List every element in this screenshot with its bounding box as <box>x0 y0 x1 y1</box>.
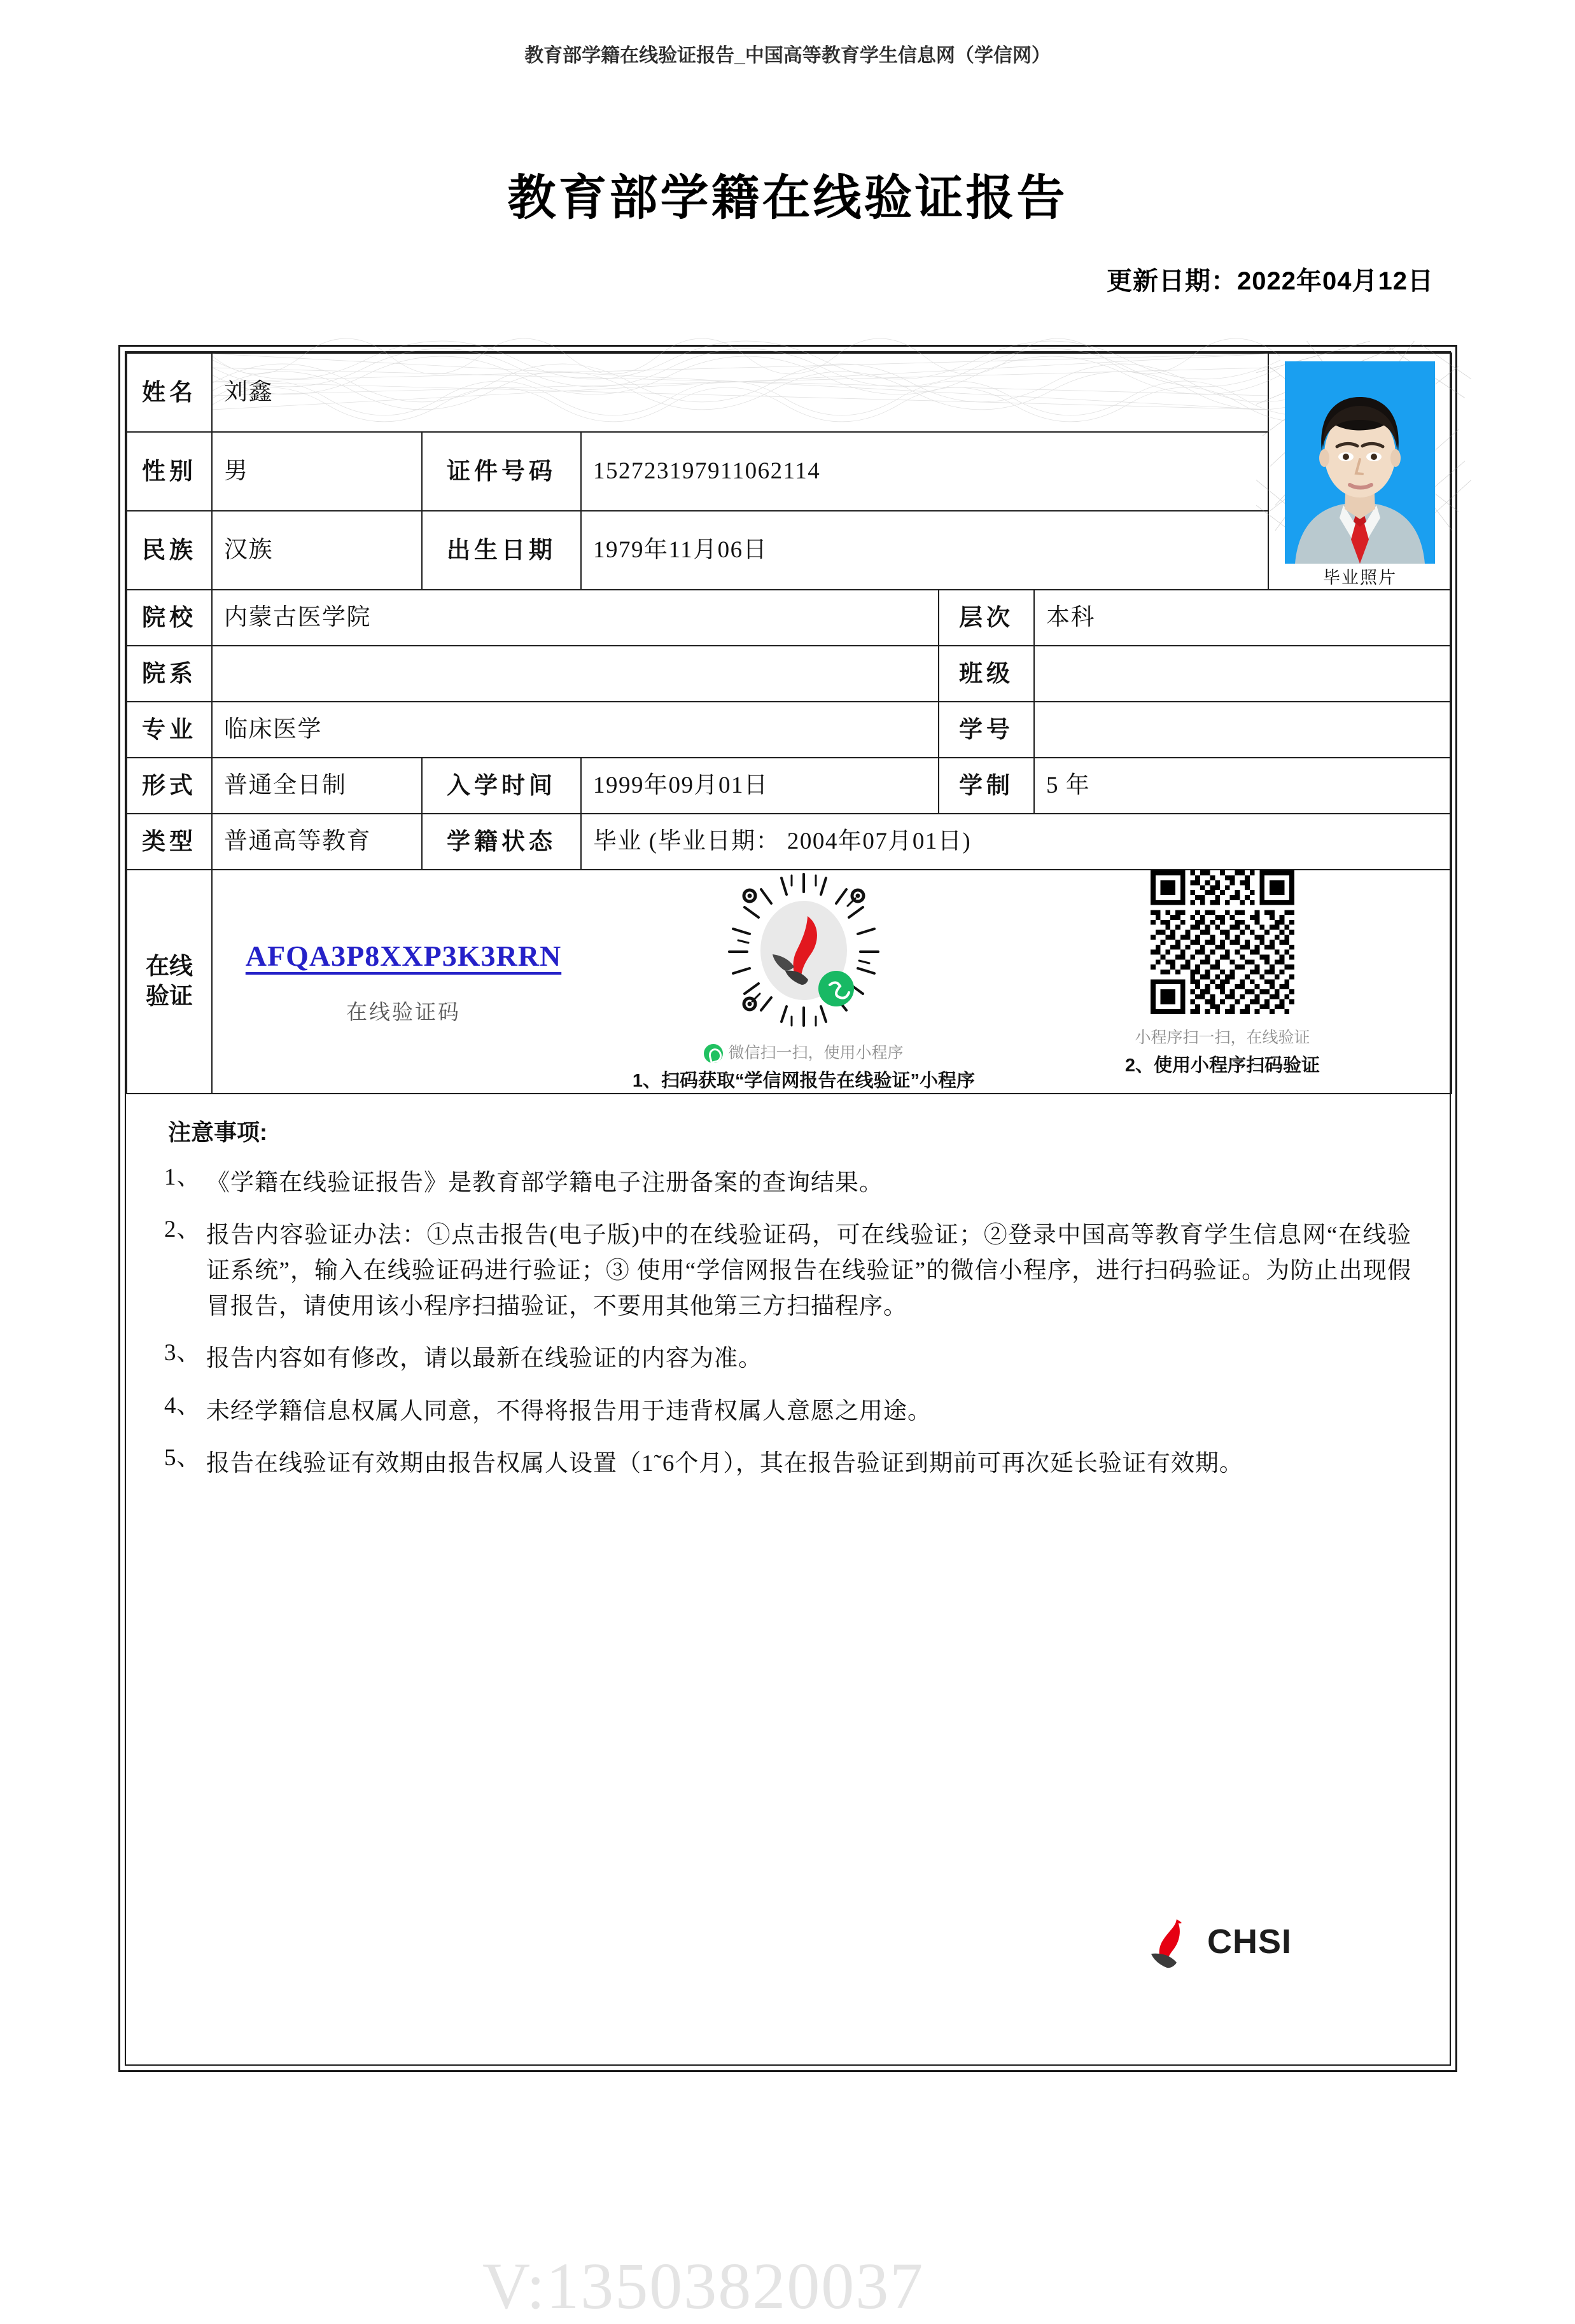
value-study-form: 普通全日制 <box>212 758 422 814</box>
note-text: 未经学籍信息权属人同意，不得将报告用于违背权属人意愿之用途。 <box>206 1398 932 1424</box>
verification-code-block <box>213 938 594 1025</box>
label-department: 院系 <box>127 646 212 702</box>
qr-right-subtitle: 小程序扫一扫，在线验证 <box>1135 1029 1310 1047</box>
qr-left-subtitle-wrap <box>606 1043 1001 1063</box>
table-row-gender-id <box>127 432 1452 511</box>
note-item <box>164 1218 1411 1325</box>
table-row-form-enroll <box>127 758 1452 814</box>
label-level: 层次 <box>939 590 1034 646</box>
qr-col-wechat <box>606 870 1001 1093</box>
notes-title: 注意事项: <box>168 1118 267 1145</box>
label-enrollment-status: 学籍状态 <box>422 814 581 870</box>
update-date-value: 2022年04月12日 <box>1237 267 1434 295</box>
value-education-type: 普通高等教育 <box>212 814 422 870</box>
verification-code-link[interactable]: AFQA3P8XXP3K3RRN <box>245 940 562 973</box>
chsi-bird-icon <box>1144 1914 1198 1969</box>
label-id-number: 证件号码 <box>422 432 581 511</box>
value-level: 本科 <box>1034 590 1452 646</box>
browser-print-header: 教育部学籍在线验证报告_中国高等教育学生信息网（学信网） <box>524 45 1051 66</box>
student-photo <box>1285 361 1435 564</box>
label-birth-date: 出生日期 <box>422 511 581 590</box>
note-number: 2、 <box>164 1216 201 1242</box>
label-study-form: 形式 <box>127 758 212 814</box>
value-enrollment-date: 1999年09月01日 <box>581 758 939 814</box>
value-school: 内蒙古医学院 <box>212 590 939 646</box>
label-major: 专业 <box>127 702 212 758</box>
table-row-major-studentno <box>127 702 1452 758</box>
label-education-type: 类型 <box>127 814 212 870</box>
value-duration: 5 年 <box>1034 758 1452 814</box>
label-name: 姓名 <box>127 353 212 432</box>
note-number: 5、 <box>164 1444 201 1471</box>
verification-code-caption: 在线验证码 <box>346 999 461 1024</box>
value-name <box>212 353 1268 432</box>
label-online-verification: 在线验证 <box>127 870 212 1094</box>
security-pattern-icon <box>213 354 1268 410</box>
label-enrollment-date: 入学时间 <box>422 758 581 814</box>
table-row-ethnic-birth <box>127 511 1452 590</box>
value-birth-date: 1979年11月06日 <box>581 511 1268 590</box>
qr-left-subtitle: 微信扫一扫，使用小程序 <box>728 1044 904 1062</box>
value-ethnicity: 汉族 <box>212 511 422 590</box>
note-item <box>164 1446 1411 1482</box>
table-row-dept-class <box>127 646 1452 702</box>
student-info-table <box>126 352 1452 1094</box>
value-class <box>1034 646 1452 702</box>
value-major: 临床医学 <box>212 702 939 758</box>
verification-content-cell <box>212 870 1452 1094</box>
student-name: 刘鑫 <box>224 379 273 405</box>
qr-left-caption: 1、扫码获取“学信网报告在线验证”小程序 <box>632 1071 976 1092</box>
label-gender: 性别 <box>127 432 212 511</box>
chsi-logo <box>1144 1914 1292 1969</box>
phone-watermark: V:13503820037 <box>482 2250 925 2323</box>
update-date <box>1107 261 1434 297</box>
page-title: 教育部学籍在线验证报告 <box>507 171 1068 225</box>
photo-wrap <box>1269 354 1451 589</box>
report-frame-outer <box>118 345 1457 2323</box>
label-school: 院校 <box>127 590 212 646</box>
portrait-illustration-icon <box>1285 361 1435 564</box>
label-student-number: 学号 <box>939 702 1034 758</box>
label-duration: 学制 <box>939 758 1034 814</box>
table-row-school-level <box>127 590 1452 646</box>
value-id-number: 152723197911062114 <box>581 432 1268 511</box>
value-department <box>212 646 939 702</box>
notes-section <box>126 1094 1450 1482</box>
wechat-scan-icon <box>704 1044 723 1063</box>
note-item <box>164 1165 1411 1201</box>
table-row-online-verification <box>127 870 1452 1094</box>
verification-qr-icon[interactable] <box>1151 870 1294 1014</box>
report-frame-inner <box>125 351 1451 2323</box>
update-date-label: 更新日期： <box>1107 267 1238 295</box>
label-ethnicity: 民族 <box>127 511 212 590</box>
verification-body <box>213 870 1451 1093</box>
note-number: 1、 <box>164 1164 201 1190</box>
value-enrollment-status: 毕业 (毕业日期： 2004年07月01日) <box>581 814 1452 870</box>
note-number: 4、 <box>164 1392 201 1419</box>
value-student-number <box>1034 702 1452 758</box>
qr-right-caption: 2、使用小程序扫码验证 <box>1124 1055 1320 1076</box>
qr-right-subtitle-wrap <box>1025 1028 1420 1048</box>
label-class: 班级 <box>939 646 1034 702</box>
note-number: 3、 <box>164 1340 201 1367</box>
note-text: 《学籍在线验证报告》是教育部学籍电子注册备案的查询结果。 <box>206 1169 883 1196</box>
chsi-logo-text: CHSI <box>1207 1923 1292 1961</box>
note-text: 报告内容验证办法：①点击报告(电子版)中的在线验证码，可在线验证；②登录中国高等教育学生信息网“在线验证系统”，输入在线验证码进行验证；③ 使用“学信网报告在线验证”的微信小程序，进行扫码验证。为防止出现假冒报告，请使用该小程序扫描验证，不要用其他第三方扫描程序。 <box>206 1221 1411 1320</box>
table-row-name <box>127 353 1452 432</box>
wechat-miniprogram-qr-icon[interactable] <box>724 870 883 1029</box>
note-text: 报告内容如有修改，请以最新在线验证的内容为准。 <box>206 1346 762 1372</box>
value-gender: 男 <box>212 432 422 511</box>
graduation-photo-cell <box>1268 353 1452 590</box>
note-text: 报告在线验证有效期由报告权属人设置（1˜6个月），其在报告验证到期前可再次延长验证有效期。 <box>206 1450 1243 1477</box>
note-item <box>164 1341 1411 1377</box>
note-item <box>164 1394 1411 1430</box>
qr-col-verify <box>1025 870 1420 1078</box>
table-row-type-status <box>127 814 1452 870</box>
qr-block <box>594 870 1451 1093</box>
photo-caption: 毕业照片 <box>1323 568 1397 587</box>
